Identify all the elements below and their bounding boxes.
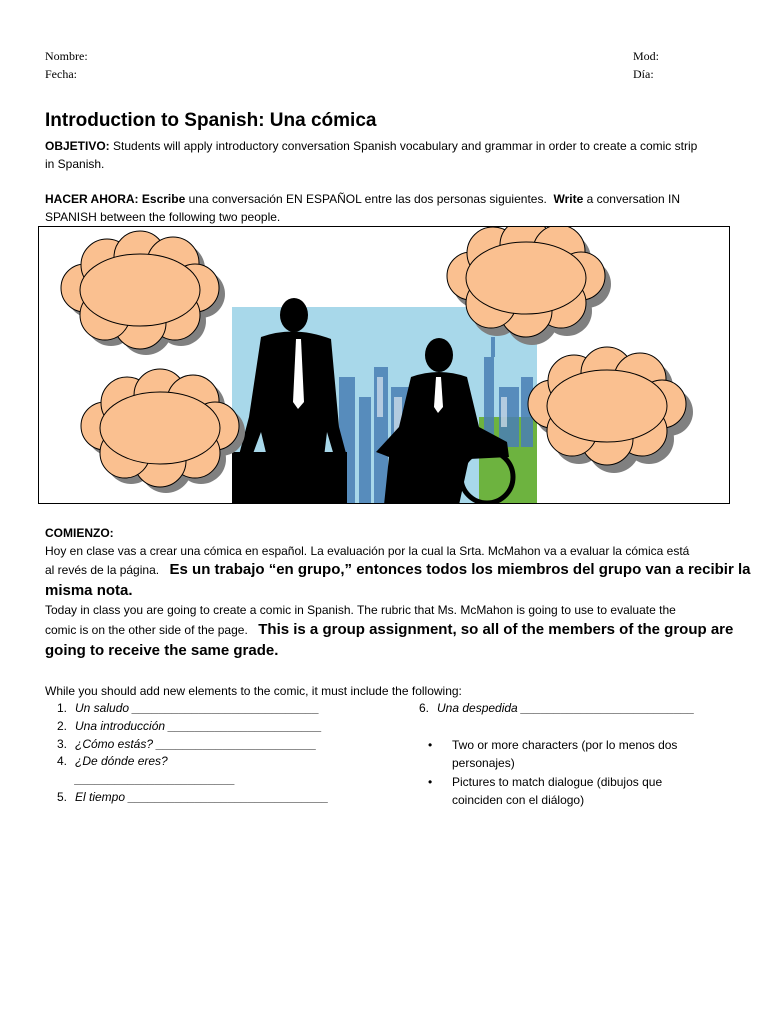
comienzo-es-line2: al revés de la página. [45, 563, 160, 577]
nombre-label: Nombre: [45, 49, 88, 63]
bullet-text-line2: coinciden con el diálogo) [452, 793, 585, 807]
list-item-6 [407, 700, 695, 717]
hacer-ahora-text-en: a conversation IN [586, 192, 680, 206]
comienzo-en-line2-row [45, 620, 745, 640]
objetivo-text: Students will apply introductory conversation Spanish vocabulary and grammar in order to create a comic strip [113, 139, 698, 153]
list-item [45, 789, 329, 806]
comienzo-en-line1: Today in class you are going to create a comic in Spanish. The rubric that Ms. McMahon is going to use to evaluate the [45, 603, 676, 617]
comienzo-es-line2-row [45, 560, 751, 580]
comienzo-en-line2: comic is on the other side of the page. [45, 623, 248, 637]
list-text: Una despedida __________________________ [437, 701, 695, 715]
requirements-intro: While you should add new elements to the comic, it must include the following: [45, 684, 462, 698]
comienzo-es-line1: Hoy en clase vas a crear una cómica en español. La evaluación por la cual la Srta. McMahon va a evaluar la cómica está [45, 544, 690, 558]
list-item [45, 718, 322, 735]
comienzo-en-bold1: This is a group assignment, so all of the members of the group are [258, 621, 734, 638]
list-number: 5. [56, 790, 67, 804]
bullet-item [428, 736, 752, 772]
comienzo-en-bold2: going to receive the same grade. [45, 642, 279, 659]
comic-illustration [39, 227, 730, 504]
speech-cloud-bottom-left [81, 369, 245, 493]
list-number: 4. [56, 754, 67, 768]
list-item [45, 753, 168, 770]
hacer-ahora-paragraph [45, 190, 735, 208]
list-number: 3. [56, 737, 67, 751]
comic-panel [38, 226, 730, 504]
comienzo-es-bold1: Es un trabajo “en grupo,” entonces todos los miembros del grupo van a recibir la [169, 561, 751, 578]
speech-cloud-bottom-right [528, 347, 693, 473]
list-item [45, 771, 235, 788]
bullet-item [428, 773, 752, 809]
objetivo-paragraph [45, 137, 735, 155]
bullet-icon: • [428, 738, 433, 752]
list-text: ________________________ [75, 772, 236, 786]
list-text: El tiempo ______________________________ [75, 790, 329, 804]
list-text: Una introducción _______________________ [75, 719, 322, 733]
mod-label: Mod: [633, 49, 660, 63]
bullet-text-line1: Two or more characters (por lo menos dos [452, 738, 678, 752]
list-item [45, 700, 319, 717]
objetivo-text-2: in Spanish. [45, 157, 105, 171]
page-title: Introduction to Spanish: Una cómica [45, 110, 377, 131]
write-label: Write [553, 192, 584, 206]
list-text: Un saludo ____________________________ [75, 701, 320, 715]
list-number: 2. [56, 719, 67, 733]
hacer-ahora-label: HACER AHORA: Escribe [45, 192, 186, 206]
comienzo-es-bold2: misma nota. [45, 582, 133, 599]
list-number: 1. [56, 701, 67, 715]
list-text: ¿Cómo estás? ________________________ [75, 737, 317, 751]
hacer-ahora-text-es: una conversación EN ESPAÑOL entre las dos personas siguientes. [188, 192, 547, 206]
comienzo-label: COMIENZO: [45, 526, 114, 540]
list-text: ¿De dónde eres? [75, 754, 168, 768]
hacer-ahora-text-en-2: SPANISH between the following two people. [45, 210, 281, 224]
objetivo-label: OBJETIVO: [45, 139, 110, 153]
dia-label: Día: [633, 67, 654, 81]
list-number: 6. [418, 701, 429, 715]
fecha-label: Fecha: [45, 67, 77, 81]
bullet-text-line1: Pictures to match dialogue (dibujos que [452, 775, 663, 789]
speech-cloud-top-left [61, 231, 225, 355]
list-item [45, 736, 317, 753]
bullet-icon: • [428, 775, 433, 789]
bullet-text-line2: personajes) [452, 756, 515, 770]
